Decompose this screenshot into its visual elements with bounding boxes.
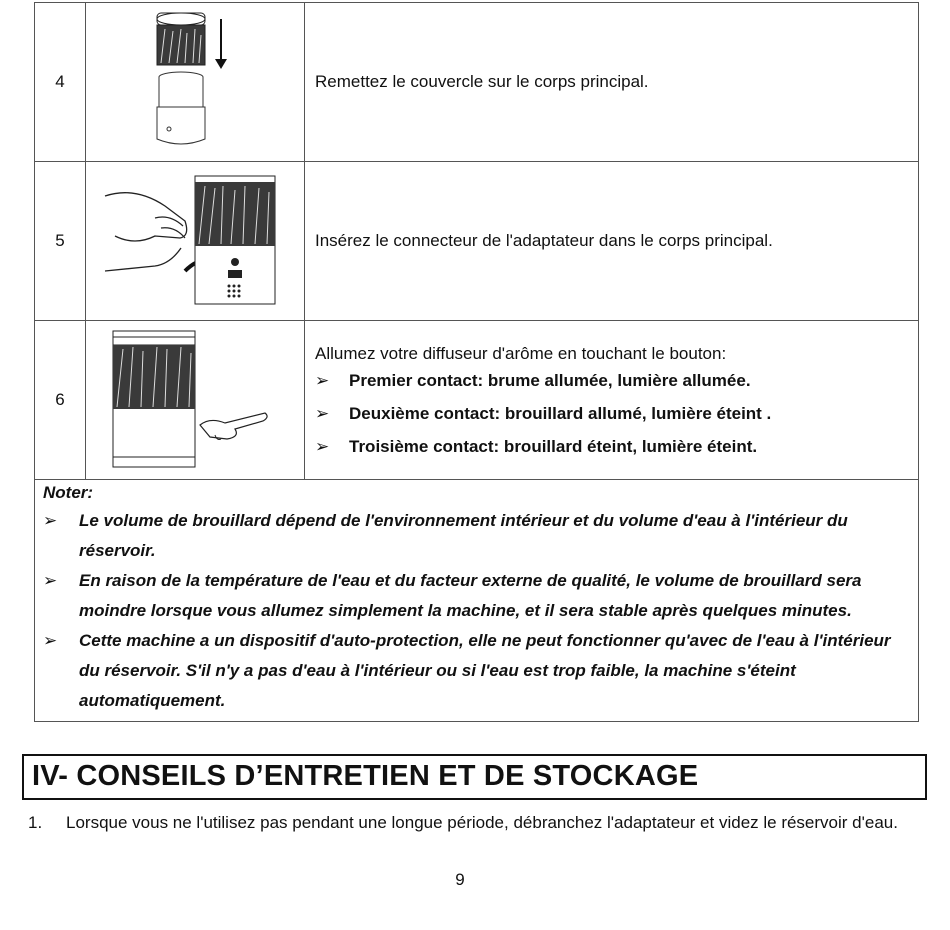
step-text: Insérez le connecteur de l'adaptateur dans le corps principal. (305, 162, 919, 321)
step-illustration (86, 3, 305, 162)
step-bullets (315, 370, 918, 458)
diffuser-lid-illustration (135, 7, 255, 157)
list-item: ➢ Premier contact: brume allumée, lumière allumée. (315, 370, 751, 390)
steps-table (34, 2, 919, 480)
page-number: 9 (455, 870, 465, 889)
note-title: Noter: (43, 483, 94, 502)
arrow-bullet-icon: ➢ (43, 631, 58, 650)
arrow-bullet-icon: ➢ (315, 437, 330, 457)
step-illustration (86, 162, 305, 321)
step-number: 6 (35, 321, 86, 480)
step-illustration (86, 321, 305, 480)
step-intro: Allumez votre diffuseur d'arôme en touchant le bouton: (315, 343, 727, 363)
arrow-bullet-icon: ➢ (43, 571, 58, 590)
arrow-bullet-icon: ➢ (315, 370, 330, 390)
note-list (43, 506, 908, 716)
step-row (35, 162, 919, 321)
list-item: ➢ Cette machine a un dispositif d'auto-protection, elle ne peut fonctionner qu'avec de l'eau à l'intérieur du réservoir. S'il n'y a pas d'eau à l'intérieur ou si l'eau est trop faible, la machine s'éteint automatiquement. (43, 626, 908, 716)
list-item: ➢ En raison de la température de l'eau et du facteur externe de qualité, le volume de brouillard sera moindre lorsque vous allumez simplement la machine, et il sera stable après quelques minutes. (43, 566, 908, 626)
adapter-plug-illustration (95, 166, 295, 316)
touch-button-illustration (95, 325, 295, 475)
numbered-paragraph (28, 808, 908, 838)
section-heading-box (22, 754, 927, 800)
step-row (35, 321, 919, 480)
paragraph-number: 1. (28, 813, 43, 832)
step-number: 4 (35, 3, 86, 162)
step-number: 5 (35, 162, 86, 321)
note-box (34, 478, 919, 722)
arrow-bullet-icon: ➢ (315, 404, 330, 423)
paragraph-text: Lorsque vous ne l'utilisez pas pendant une longue période, débranchez l'adaptateur et videz le réservoir d'eau. (66, 813, 898, 832)
step-row (35, 3, 919, 162)
step-text: Remettez le couvercle sur le corps principal. (305, 3, 919, 162)
section-title: IV- CONSEILS D’ENTRETIEN ET DE STOCKAGE (32, 760, 699, 792)
list-item: ➢ Troisième contact: brouillard éteint, lumière éteint. (315, 437, 758, 457)
list-item: ➢ Deuxième contact: brouillard allumé, lumière éteint . (315, 404, 772, 423)
step-text (305, 321, 919, 480)
arrow-bullet-icon: ➢ (43, 511, 58, 530)
list-item: ➢ Le volume de brouillard dépend de l'environnement intérieur et du volume d'eau à l'intérieur du réservoir. (43, 506, 908, 566)
